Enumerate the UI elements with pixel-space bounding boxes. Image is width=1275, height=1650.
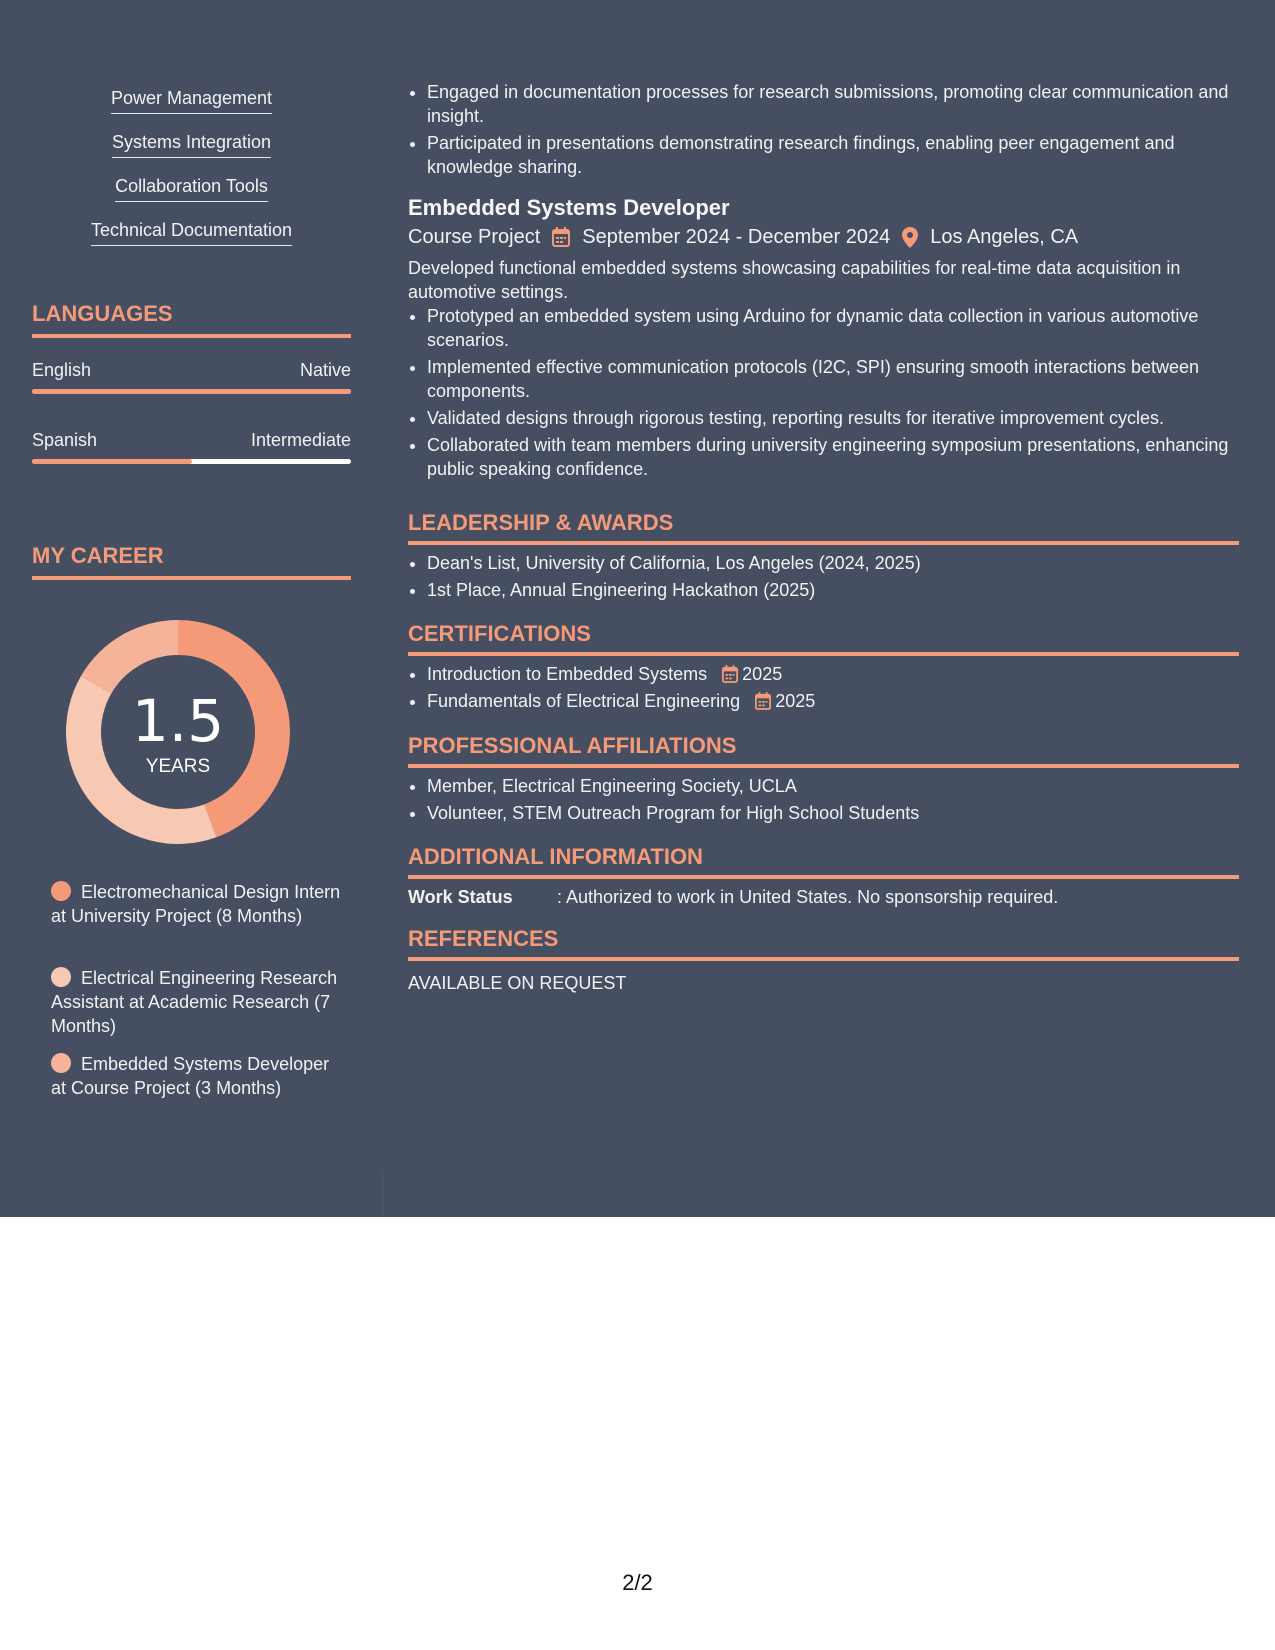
work-status-row — [408, 885, 1239, 909]
career-legend-label: Embedded Systems Developer at Course Project (3 Months) — [51, 1054, 330, 1098]
career-legend-item — [51, 880, 341, 928]
career-total-years: 1.5 — [131, 687, 225, 755]
affiliation-item: • Member, Electrical Engineering Society, UCLA — [427, 774, 1239, 798]
award-item: • 1st Place, Annual Engineering Hackathon (2025) — [427, 578, 1239, 602]
additional-info-section — [408, 843, 1239, 909]
job-company: Course Project — [408, 226, 541, 248]
award-item: • Dean's List, University of California, Los Angeles (2024, 2025) — [427, 551, 1239, 575]
affiliation-item: • Volunteer, STEM Outreach Program for High School Students — [427, 801, 1239, 825]
language-name: English — [32, 360, 92, 380]
career-legend-item — [51, 1052, 341, 1100]
job-description: Developed functional embedded systems showcasing capabilities for real-time data acquisition in automotive settings. — [408, 258, 1181, 302]
job-bullet: • Collaborated with team members during university engineering symposium presentations, enhancing public speaking confidence. — [427, 433, 1239, 481]
experience-continued — [408, 80, 1239, 182]
language-proficiency-bar — [32, 389, 351, 394]
affiliations-heading: PROFESSIONAL AFFILIATIONS — [408, 732, 1239, 768]
skill-item: Power Management — [111, 86, 272, 114]
legend-dot-icon — [51, 967, 71, 987]
calendar-icon — [552, 227, 570, 247]
job-meta — [408, 224, 1239, 250]
language-row — [32, 358, 351, 382]
career-legend-label: Electrical Engineering Research Assistant at Academic Research (7 Months) — [51, 968, 338, 1036]
job-bullet: • Prototyped an embedded system using Arduino for dynamic data collection in various automotive scenarios. — [427, 304, 1239, 352]
language-name: Spanish — [32, 430, 98, 450]
references-text: AVAILABLE ON REQUEST — [408, 973, 627, 993]
certification-item — [427, 689, 1239, 713]
language-level: Native — [299, 360, 351, 380]
career-legend-item — [51, 966, 341, 1038]
skill-item: Systems Integration — [112, 130, 271, 158]
additional-info-heading: ADDITIONAL INFORMATION — [408, 843, 1239, 879]
job-title: Embedded Systems Developer — [408, 195, 730, 220]
certification-year: 2025 — [775, 691, 816, 711]
certification-name: Introduction to Embedded Systems — [427, 664, 708, 684]
work-status-label: Work Status — [408, 887, 513, 907]
job-entry — [408, 194, 1239, 484]
skill-item: Technical Documentation — [91, 218, 292, 246]
job-location: Los Angeles, CA — [930, 226, 1079, 248]
career-heading: MY CAREER — [32, 542, 351, 580]
column-divider — [382, 1170, 383, 1217]
language-level: Intermediate — [250, 430, 351, 450]
page-number: 2/2 — [622, 1570, 653, 1595]
certifications-heading: CERTIFICATIONS — [408, 620, 1239, 656]
calendar-icon — [722, 665, 738, 683]
leadership-heading: LEADERSHIP & AWARDS — [408, 509, 1239, 545]
certifications-section — [408, 620, 1239, 716]
skills-list — [32, 86, 351, 262]
career-donut-slice — [81, 620, 178, 694]
language-proficiency-bar — [32, 459, 351, 464]
certification-year: 2025 — [742, 664, 783, 684]
job-bullet: • Validated designs through rigorous testing, reporting results for iterative improvement cycles. — [427, 406, 1239, 430]
language-row — [32, 428, 351, 452]
language-proficiency-fill — [32, 459, 192, 464]
languages-heading: LANGUAGES — [32, 300, 351, 338]
certification-item — [427, 662, 1239, 686]
location-pin-icon — [902, 227, 918, 248]
references-section — [408, 925, 1239, 995]
job-bullet: • Implemented effective communication protocols (I2C, SPI) ensuring smooth interactions between components. — [427, 355, 1239, 403]
leadership-section — [408, 509, 1239, 605]
certification-name: Fundamentals of Electrical Engineering — [427, 691, 741, 711]
legend-dot-icon — [51, 1053, 71, 1073]
calendar-icon — [755, 692, 771, 710]
legend-dot-icon — [51, 881, 71, 901]
career-legend-label: Electromechanical Design Intern at University Project (8 Months) — [51, 882, 341, 926]
experience-bullet: • Participated in presentations demonstrating research findings, enabling peer engagement and knowledge sharing. — [427, 131, 1239, 179]
job-dates: September 2024 - December 2024 — [582, 226, 891, 248]
affiliations-section — [408, 732, 1239, 828]
skill-item: Collaboration Tools — [115, 174, 268, 202]
references-heading: REFERENCES — [408, 925, 1239, 961]
experience-bullet: • Engaged in documentation processes for research submissions, promoting clear communication and insight. — [427, 80, 1239, 128]
language-proficiency-fill — [32, 389, 351, 394]
career-years-label: YEARS — [145, 756, 211, 777]
work-status-value: : Authorized to work in United States. No sponsorship required. — [557, 887, 1059, 907]
